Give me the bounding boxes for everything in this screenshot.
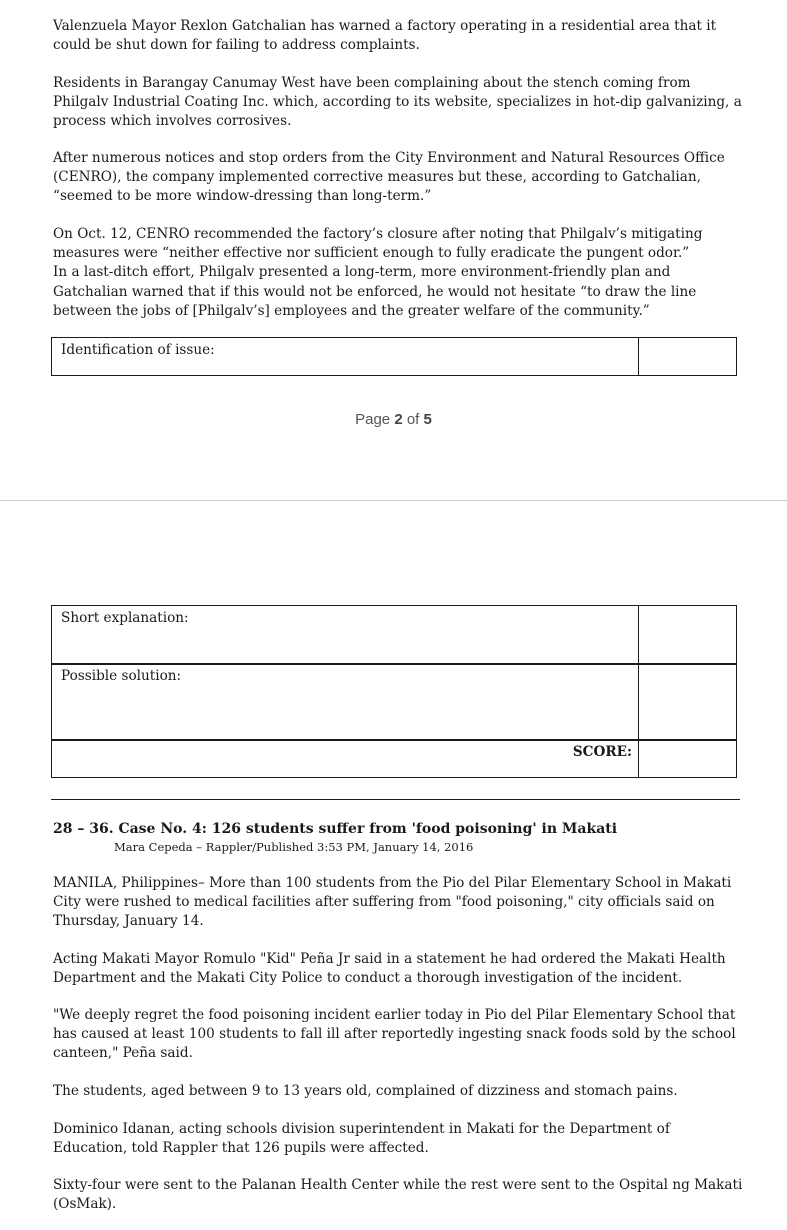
article-paragraph: On Oct. 12, CENRO recommended the factory’s closure after noting that Philgalv’s mitigating measures were “neither effective nor sufficient enough to fully eradicate the pungent odor.” In a last-ditch effort, Philgalv presented a long-term, more environment-friendly plan and Gatchalian warned that if this would not be enforced, he would not hesitate “to draw the line between the jobs of [Philgalv’s] employees and the greater welfare of the community.” xyxy=(53,226,703,319)
article-paragraph: Sixty-four were sent to the Palanan Health Center while the rest were sent to the Ospital ng Makati (OsMak). xyxy=(53,1177,743,1213)
page-break-divider xyxy=(0,500,787,501)
short-explanation-field[interactable] xyxy=(52,606,639,664)
article-paragraph: Residents in Barangay Canumay West have been complaining about the stench coming from Philgalv Industrial Coating Inc. which, according to its website, specializes in hot-dip galvanizing, a process which involves corrosives. xyxy=(53,75,742,130)
article-paragraph: After numerous notices and stop orders from the City Environment and Natural Resources Office (CENRO), the company implemented corrective measures but these, according to Gatchalian, “seemed to be more window-dressing than long-term.” xyxy=(53,150,725,205)
article-paragraph: "We deeply regret the food poisoning incident earlier today in Pio del Pilar Elementary School that has caused at least 100 students to fall ill after reportedly ingesting snack foods sold by the school canteen," Peña said. xyxy=(53,1007,736,1062)
article-paragraph: Acting Makati Mayor Romulo "Kid" Peña Jr said in a statement he had ordered the Makati Health Department and the Makati City Police to conduct a thorough investigation of the incident. xyxy=(53,951,726,987)
page-number: 2 xyxy=(394,411,403,428)
identification-label: Identification of issue: xyxy=(61,342,215,358)
score-label: SCORE: xyxy=(572,744,632,760)
possible-solution-box xyxy=(51,663,737,741)
score-label-cell xyxy=(52,740,639,777)
page-total: 5 xyxy=(423,411,432,428)
article-paragraph: The students, aged between 9 to 13 years old, complained of dizziness and stomach pains. xyxy=(53,1083,678,1099)
page-word: Page xyxy=(355,411,391,428)
case-byline: Mara Cepeda – Rappler/Published 3:53 PM, January 14, 2016 xyxy=(114,840,474,854)
page-footer xyxy=(0,411,787,428)
identification-score-cell[interactable] xyxy=(639,338,736,375)
of-word: of xyxy=(406,411,420,428)
case-title: 28 – 36. Case No. 4: 126 students suffer from 'food poisoning' in Makati xyxy=(53,821,618,837)
article-paragraph: Valenzuela Mayor Rexlon Gatchalian has warned a factory operating in a residential area that it could be shut down for failing to address complaints. xyxy=(53,18,717,54)
score-input-cell[interactable] xyxy=(639,740,736,777)
score-box xyxy=(51,739,737,778)
short-explanation-label: Short explanation: xyxy=(61,610,189,626)
short-explanation-box xyxy=(51,605,737,665)
identification-field[interactable] xyxy=(52,338,639,375)
article-paragraph: MANILA, Philippines– More than 100 students from the Pio del Pilar Elementary School in Makati City were rushed to medical facilities after suffering from "food poisoning," city officials said on Thursday, January 14. xyxy=(53,875,732,930)
possible-solution-field[interactable] xyxy=(52,664,639,740)
article-paragraph: Dominico Idanan, acting schools division superintendent in Makati for the Department of Education, told Rappler that 126 pupils were affected. xyxy=(53,1121,670,1157)
short-explanation-score-cell[interactable] xyxy=(639,606,736,664)
section-divider xyxy=(51,799,740,800)
possible-solution-score-cell[interactable] xyxy=(639,664,736,740)
possible-solution-label: Possible solution: xyxy=(61,668,182,684)
identification-box xyxy=(51,337,737,376)
